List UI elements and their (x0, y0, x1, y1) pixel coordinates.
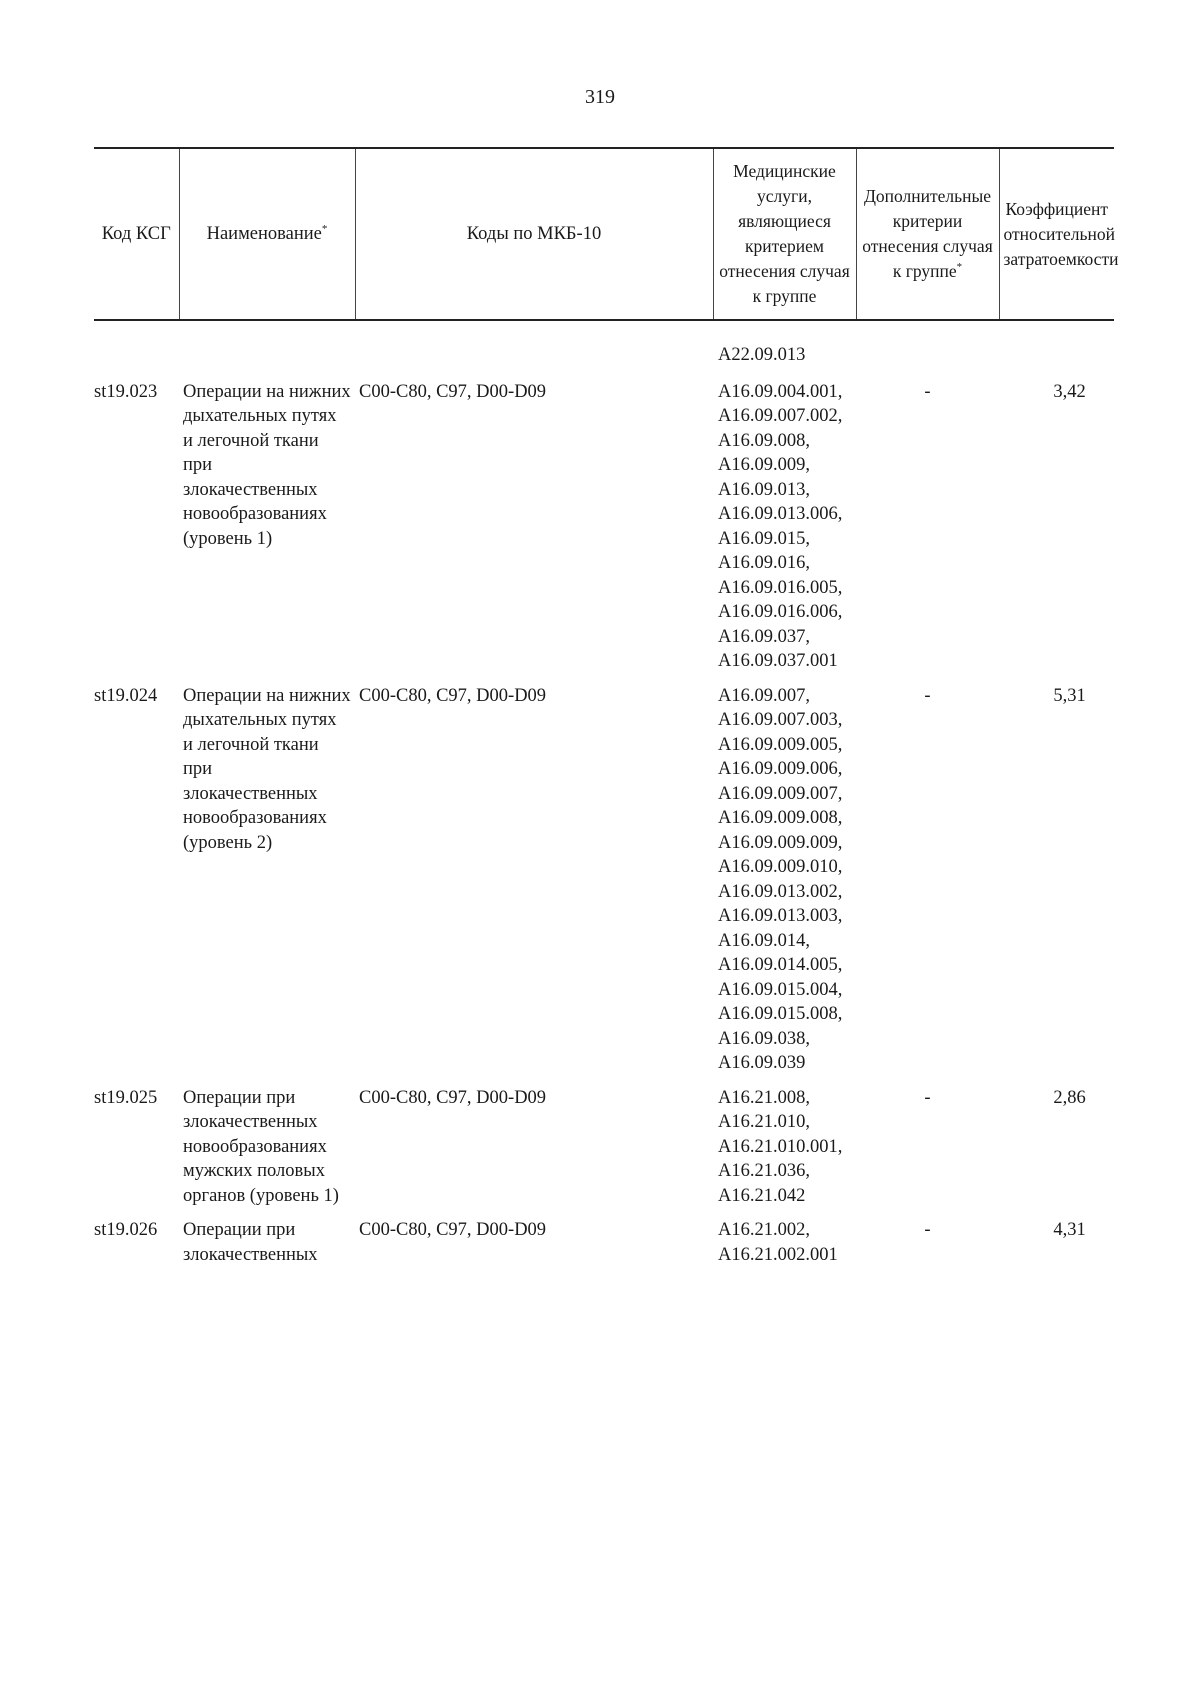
header-extra-criteria: Дополнительные критерии отнесения случая к группе* (856, 148, 999, 320)
extra-criteria-cell: - (924, 1220, 931, 1240)
service-code: A16.09.015.008, A16.09.038, (718, 1004, 843, 1049)
service-code: A16.09.009.009, (718, 832, 843, 853)
header-services: Медицинские услуги, являющиеся критерием отнесения случая к группе (713, 148, 856, 320)
ksg-code-cell: st19.023 (94, 381, 158, 402)
service-code: A16.09.009.006, (718, 759, 843, 779)
header-coefficient: Коэффициент относительной затратоемкости (999, 148, 1114, 320)
service-code: A16.09.009.005, (718, 734, 843, 755)
service-code: A16.09.016, (718, 553, 810, 573)
footnote-mark: * (321, 222, 328, 235)
service-code: A16.09.007, (718, 685, 810, 706)
service-code: A16.09.009.010, (718, 857, 843, 877)
coefficient-cell: 2,86 (1053, 1087, 1086, 1108)
extra-criteria-cell: - (924, 381, 931, 402)
service-code: A16.09.009.007, (718, 783, 843, 804)
service-code: A16.09.016.006, A16.09.037, (718, 602, 843, 647)
service-code: A22.09.013 (718, 345, 806, 365)
header-name: Наименование* (179, 148, 355, 320)
ksg-code-cell: st19.026 (94, 1220, 158, 1240)
service-code: A16.09.007.003, (718, 710, 843, 730)
service-code: A16.09.037.001 (718, 651, 838, 671)
service-code: A16.09.013.006, A16.09.015, (718, 504, 843, 549)
name-cell: Операции при злокачественных (183, 1220, 318, 1265)
coefficient-cell: 4,31 (1053, 1220, 1086, 1240)
table-row (94, 1218, 1114, 1267)
service-code: A16.21.010.001, A16.21.036, (718, 1136, 843, 1181)
service-code: A16.09.016.005, (718, 577, 843, 598)
service-code: A16.09.015.004, (718, 979, 843, 1000)
footnote-mark: * (956, 260, 963, 273)
service-code: A16.21.002.001 (718, 1244, 838, 1265)
extra-criteria-cell: - (924, 1087, 931, 1108)
service-code: A16.21.010, (718, 1112, 810, 1132)
header-code: Код КСГ (94, 148, 179, 320)
service-code: A16.21.042 (718, 1185, 806, 1206)
table-row (94, 380, 1114, 684)
service-code: A16.09.013.002, (718, 881, 843, 902)
header-mkb: Коды по МКБ-10 (355, 148, 713, 320)
services-cell (713, 1086, 856, 1219)
service-code: A16.09.013, (718, 479, 810, 500)
mkb-codes-cell: C00-C80, C97, D00-D09 (359, 381, 547, 402)
ksg-table (94, 147, 1119, 1267)
services-cell (713, 343, 856, 380)
service-code: A16.21.008, (718, 1087, 810, 1108)
service-code: A16.09.007.002, A16.09.008, (718, 406, 843, 451)
service-code: A16.09.039 (718, 1053, 806, 1073)
table-header (94, 148, 1119, 320)
ksg-code-cell: st19.025 (94, 1087, 158, 1108)
name-cell: Операции на нижних дыхательных путях и легочной ткани при злокачественных новообразованиях (уровень 1) (183, 381, 351, 549)
service-code: A16.09.009, (718, 455, 810, 475)
table-row (94, 1086, 1114, 1219)
extra-criteria-cell: - (924, 685, 931, 706)
table-row (94, 684, 1114, 1086)
name-cell: Операции на нижних дыхательных путях и легочной ткани при злокачественных новообразованиях (уровень 2) (183, 685, 351, 853)
mkb-codes-cell: C00-C80, C97, D00-D09 (359, 685, 547, 706)
service-code: A16.09.014.005, (718, 955, 843, 975)
services-cell (713, 1218, 856, 1267)
mkb-codes-cell: C00-C80, C97, D00-D09 (359, 1220, 547, 1240)
services-cell (713, 684, 856, 1086)
services-cell (713, 380, 856, 684)
table-body (94, 320, 1114, 1267)
continuation-row (94, 343, 1114, 380)
service-code: A16.21.002, (718, 1220, 810, 1240)
service-code: A16.09.004.001, (718, 381, 843, 402)
name-cell: Операции при злокачественных новообразованиях мужских половых органов (уровень 1) (183, 1087, 339, 1206)
coefficient-cell: 3,42 (1053, 381, 1086, 402)
ksg-code-cell: st19.024 (94, 685, 158, 706)
coefficient-cell: 5,31 (1053, 685, 1086, 706)
page-number: 319 (585, 86, 615, 108)
service-code: A16.09.013.003, A16.09.014, (718, 906, 843, 951)
service-code: A16.09.009.008, (718, 808, 843, 828)
mkb-codes-cell: C00-C80, C97, D00-D09 (359, 1087, 547, 1108)
